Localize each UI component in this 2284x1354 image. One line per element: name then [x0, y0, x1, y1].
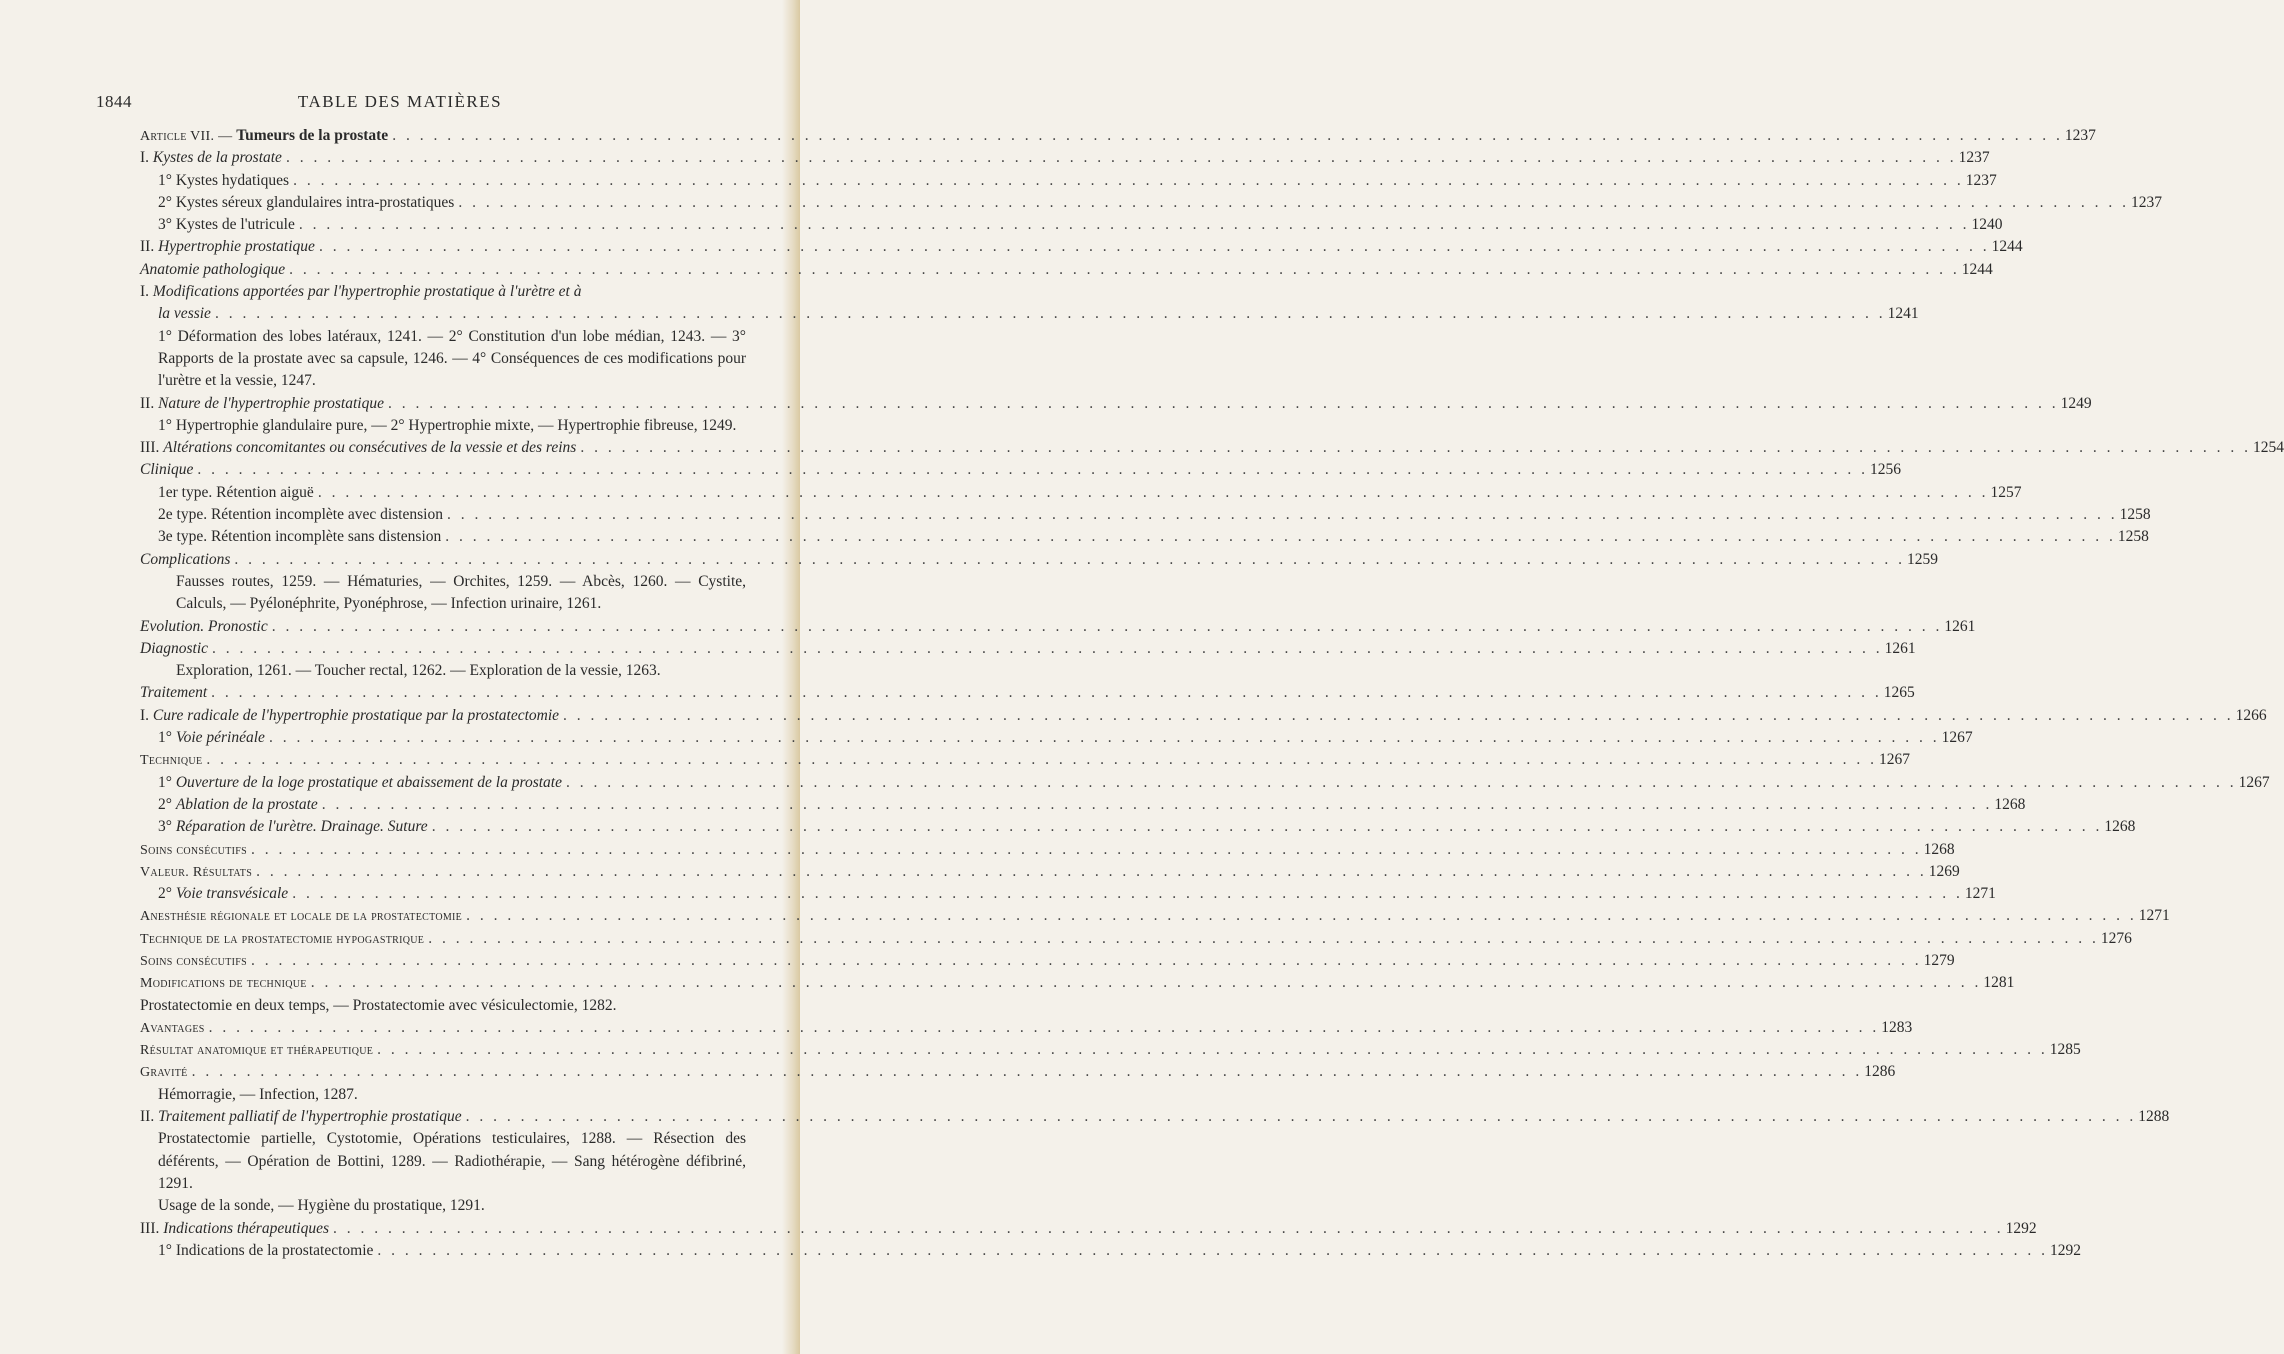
toc-note: 1° Hypertrophie glandulaire pure, — 2° Hypertrophie mixte, — Hypertrophie fibreuse, 1249. — [158, 416, 737, 434]
toc-lead — [140, 1218, 329, 1240]
toc-label: Gravité — [140, 1065, 188, 1081]
toc-row — [140, 259, 1993, 281]
toc-lead — [140, 749, 202, 772]
toc-label: Avantages — [140, 1020, 205, 1036]
toc-prefix: III. — [140, 439, 164, 457]
toc-row — [140, 281, 750, 303]
toc-row — [140, 861, 1960, 883]
toc-page-number: 1244 — [1961, 260, 1993, 278]
toc-lead — [140, 147, 282, 169]
toc-row — [158, 883, 1996, 905]
toc-lead — [158, 816, 428, 838]
toc-row — [140, 705, 2267, 727]
toc-page-number: 1268 — [1994, 795, 2026, 813]
toc-note: 1° Déformation des lobes latéraux, 1241. — 2° Constitution d'un lobe médian, 1243. — 3° Rapports de la prostate avec sa capsule, 1246. — 4° Conséquences de ces modifications pour l'urètre et la vessie, 1247. — [158, 327, 746, 390]
toc-page-number: 1240 — [1971, 216, 2003, 234]
toc-note: Exploration, 1261. — Toucher rectal, 1262. — Exploration de la vessie, 1263. — [176, 662, 661, 680]
toc-row — [158, 772, 2270, 794]
toc-prefix: 2° — [158, 795, 176, 813]
toc-label: Soins consécutifs — [140, 842, 247, 858]
toc-entry — [140, 727, 1973, 749]
toc-lead — [140, 950, 247, 973]
toc-label: Kystes hydatiques — [175, 171, 290, 189]
toc-prefix: 3° — [158, 216, 176, 234]
toc-label: Evolution. Pronostic — [140, 617, 268, 635]
toc-label: Nature de l'hypertrophie prostatique — [158, 394, 384, 412]
toc-lead — [140, 1061, 188, 1084]
toc-label: Anesthésie régionale et locale de la prostatectomie — [140, 909, 463, 925]
toc-label: type. Rétention incomplète sans distension — [176, 528, 442, 546]
toc-row — [140, 1017, 1913, 1039]
toc-label: Kystes séreux glandulaires intra-prostatiques — [175, 193, 455, 211]
toc-prefix: III. — [140, 1219, 164, 1237]
toc-page-number: 1292 — [2050, 1241, 2082, 1259]
toc-lead — [140, 459, 193, 481]
toc-prefix: 1° — [158, 773, 176, 791]
toc-entry — [140, 571, 750, 616]
toc-row — [140, 459, 1902, 481]
toc-row — [158, 1240, 2082, 1262]
toc-leader-dots — [311, 972, 1982, 994]
toc-leader-dots — [428, 928, 2099, 950]
toc-page-number: 1268 — [1923, 840, 1955, 858]
toc-entry — [140, 236, 2023, 258]
toc-entry — [140, 459, 1902, 481]
toc-page-number: 1259 — [1907, 550, 1939, 568]
toc-lead — [158, 526, 441, 548]
toc-note: Usage de la sonde, — Hygiène du prostatique, 1291. — [158, 1197, 485, 1215]
toc-prefix: 3° — [158, 818, 176, 836]
toc-label: Voie périnéale — [175, 729, 265, 747]
toc-entry — [140, 638, 1916, 660]
toc-leader-dots — [211, 682, 1882, 704]
toc-prefix: 1° — [158, 171, 176, 189]
toc-entry — [140, 259, 1993, 281]
toc-page-number: 1292 — [2005, 1219, 2037, 1237]
toc-page-number: 1288 — [2138, 1108, 2170, 1126]
toc-lead — [140, 905, 462, 928]
toc-leader-dots — [192, 1061, 1863, 1083]
toc-entry — [140, 950, 1955, 972]
toc-leader-dots — [212, 638, 1883, 660]
toc-leader-dots — [286, 147, 1957, 169]
toc-lead — [158, 482, 314, 504]
toc-page-number: 1244 — [1991, 238, 2023, 256]
toc-lead — [158, 504, 443, 526]
toc-lead — [140, 839, 247, 862]
toc-row — [158, 214, 2003, 236]
toc-label: Ouverture de la loge prostatique et abaissement de la prostate — [175, 773, 562, 791]
toc-row — [140, 147, 1990, 169]
toc-prefix: 2e — [158, 506, 177, 524]
toc-page-number: 1276 — [2100, 929, 2132, 947]
toc-label: Technique de la prostatectomie hypogastrique — [140, 931, 425, 947]
toc-entry — [140, 905, 2170, 927]
toc-prefix: 2° — [158, 885, 176, 903]
toc-leader-dots — [458, 192, 2129, 214]
toc-entry — [140, 1061, 1896, 1083]
toc-leader-dots — [209, 1017, 1880, 1039]
toc-entry — [140, 772, 2270, 794]
toc-page-number: 1279 — [1923, 951, 1955, 969]
toc-leader-dots — [197, 459, 1868, 481]
toc-row — [140, 1061, 1896, 1083]
toc-row — [140, 125, 2096, 147]
toc-page-number: 1241 — [1887, 305, 1919, 323]
toc-lead — [140, 125, 388, 148]
toc-page-number: 1267 — [1941, 729, 1973, 747]
toc-entry — [140, 816, 2136, 838]
toc-entry — [140, 393, 2092, 415]
toc-label: Kystes de l'utricule — [175, 216, 295, 234]
toc-label: Valeur. Résultats — [140, 864, 253, 880]
toc-entry — [140, 125, 2096, 147]
toc-lead — [140, 705, 559, 727]
toc-page-number: 1271 — [2138, 907, 2170, 925]
page-number: 1844 — [96, 92, 132, 111]
toc-entry — [140, 928, 2132, 950]
toc-note: Fausses routes, 1259. — Hématuries, — Orchites, 1259. — Abcès, 1260. — Cystite, Calculs, — Pyélonéphrite, Pyonéphrose, — Infection urinaire, 1261. — [176, 572, 746, 613]
toc-row — [140, 236, 2023, 258]
toc-entry — [140, 972, 2015, 994]
toc-lead — [140, 1039, 373, 1062]
toc-leader-dots — [432, 816, 2103, 838]
toc-label: Hypertrophie prostatique — [158, 238, 315, 256]
toc-row — [140, 437, 2284, 459]
toc-row — [158, 794, 2026, 816]
toc-label: Technique — [140, 753, 203, 769]
toc-prefix: 1° — [158, 729, 176, 747]
toc-lead — [140, 638, 208, 660]
toc-entry — [140, 749, 1910, 771]
toc-row — [140, 928, 2132, 950]
toc-row — [140, 839, 1955, 861]
toc-leader-dots — [318, 482, 1989, 504]
toc-label: Cure radicale de l'hypertrophie prostatique par la prostatectomie — [152, 706, 560, 724]
toc-lead — [140, 393, 384, 415]
toc-label: Traitement palliatif de l'hypertrophie prostatique — [158, 1108, 462, 1126]
toc-lead — [140, 1017, 205, 1040]
toc-entry — [140, 883, 1996, 905]
toc-lead — [158, 214, 295, 236]
toc-entry — [140, 861, 1960, 883]
toc-label: Tumeurs de la prostate — [236, 127, 389, 144]
toc-page-number: 1261 — [1944, 617, 1976, 635]
toc-page-number: 1268 — [2104, 818, 2136, 836]
toc-leader-dots — [563, 705, 2234, 727]
toc-leader-dots — [251, 839, 1922, 861]
toc-prefix: II. — [140, 238, 159, 256]
toc-lead — [140, 281, 581, 303]
toc-leader-dots — [333, 1218, 2004, 1240]
toc-label: Diagnostic — [140, 639, 209, 657]
toc-prefix: I. — [140, 283, 153, 301]
toc-entry — [140, 326, 750, 393]
toc-entry — [140, 192, 2162, 214]
toc-label: type. Rétention incomplète avec distension — [176, 506, 443, 524]
toc-note: Hémorragie, — Infection, 1287. — [158, 1085, 358, 1103]
toc-row — [140, 638, 1916, 660]
toc-leader-dots — [215, 303, 1886, 325]
toc-lead — [140, 972, 307, 995]
toc-page-number: 1285 — [2049, 1041, 2081, 1059]
toc-page-number: 1256 — [1870, 461, 1902, 479]
toc-lead — [140, 236, 315, 258]
toc-leader-dots — [289, 259, 1960, 281]
toc-page-number: 1254 — [2252, 439, 2284, 457]
toc-leader-dots — [234, 549, 1905, 571]
toc-entry — [140, 526, 2149, 548]
toc-leader-dots — [377, 1039, 2048, 1061]
toc-leader-dots — [447, 504, 2118, 526]
toc-lead — [140, 259, 285, 281]
toc-prefix: 1er — [158, 483, 182, 501]
toc-page-number: 1265 — [1883, 684, 1915, 702]
toc-row — [140, 303, 1919, 325]
toc-prefix: I. — [140, 706, 153, 724]
toc-entry — [140, 170, 1997, 192]
toc-row — [158, 482, 2022, 504]
toc-entry — [140, 682, 1915, 704]
toc-row — [158, 504, 2151, 526]
toc-prefix: 3e — [158, 528, 177, 546]
toc-page-number: 1258 — [2119, 506, 2151, 524]
toc-label: Soins consécutifs — [140, 953, 247, 969]
toc-prefix: I. — [140, 149, 153, 167]
toc-lead — [140, 861, 252, 884]
toc-leader-dots — [377, 1240, 2048, 1262]
toc-leader-dots — [580, 437, 2251, 459]
toc-lead — [140, 549, 230, 571]
toc-leader-dots — [251, 950, 1922, 972]
toc-lead — [140, 1106, 462, 1128]
toc-page-number: 1269 — [1928, 862, 1960, 880]
toc-note: Prostatectomie partielle, Cystotomie, Opérations testiculaires, 1288. — Résection des déférents, — Opération de Bottini, 1289. — Radiothérapie, — Sang hétérogène défibriné, 1291. — [158, 1130, 746, 1192]
toc-row — [140, 1218, 2037, 1240]
toc-entry — [140, 1084, 750, 1106]
toc-row — [140, 1106, 2170, 1128]
toc-lead — [140, 682, 207, 704]
toc-page-number: 1257 — [1990, 483, 2022, 501]
toc-row — [140, 1039, 2081, 1061]
toc-leader-dots — [466, 1106, 2137, 1128]
toc-page-number: 1281 — [1983, 974, 2015, 992]
toc-page-number: 1237 — [2064, 127, 2096, 144]
toc-row — [140, 749, 1910, 771]
toc-label: Réparation de l'urètre. Drainage. Suture — [175, 818, 428, 836]
toc-label: Indications thérapeutiques — [163, 1219, 329, 1237]
toc-prefix: II. — [140, 394, 159, 412]
toc-lead — [158, 727, 265, 749]
toc-page-number: 1267 — [1878, 751, 1910, 769]
toc-prefix: 2° — [158, 193, 176, 211]
toc-row — [140, 950, 1955, 972]
toc-label: Clinique — [140, 461, 194, 479]
toc-leader-dots — [392, 125, 2063, 147]
toc-entry — [140, 415, 750, 437]
toc-leader-dots — [293, 170, 1964, 192]
toc-leader-dots — [292, 883, 1963, 905]
toc-label: Indications de la prostatectomie — [175, 1241, 374, 1259]
toc-entry — [140, 1218, 2037, 1240]
toc-label-continued: la vessie — [158, 305, 211, 323]
toc-entry — [140, 1039, 2081, 1061]
toc-leader-dots — [206, 749, 1877, 771]
running-title: TABLE DES MATIÈRES — [297, 92, 503, 111]
toc-leader-dots — [256, 861, 1927, 883]
toc-entry — [140, 482, 2022, 504]
toc-leader-dots — [269, 727, 1940, 749]
toc-entry — [140, 794, 2026, 816]
toc-row — [140, 905, 2170, 927]
toc-entry — [140, 995, 750, 1017]
toc-page-number: 1237 — [1958, 149, 1990, 167]
toc-page-number: 1249 — [2060, 394, 2092, 412]
toc-label: Traitement — [140, 684, 208, 702]
toc-page-number: 1258 — [2117, 528, 2149, 546]
toc-entry — [140, 616, 1976, 638]
toc-row — [140, 393, 2092, 415]
toc-entry — [140, 705, 2267, 727]
toc-entry — [140, 147, 1990, 169]
toc-row — [140, 682, 1915, 704]
toc-leader-dots — [466, 905, 2137, 927]
toc-entry — [140, 214, 2003, 236]
toc-page-number: 1266 — [2235, 706, 2267, 724]
toc-row — [140, 972, 2015, 994]
toc-entry — [140, 549, 1939, 571]
toc-label: Altérations concomitantes ou consécutives de la vessie et des reins — [163, 439, 577, 457]
toc-page-number: 1271 — [1964, 885, 1996, 903]
toc-page-number: 1237 — [1965, 171, 1997, 189]
toc-prefix: II. — [140, 1108, 159, 1126]
toc-label: Résultat anatomique et thérapeutique — [140, 1043, 374, 1059]
toc-label: Ablation de la prostate — [175, 795, 318, 813]
toc-lead — [140, 437, 576, 459]
toc-entry — [140, 504, 2151, 526]
toc-prefix: Article VII. — — [140, 129, 237, 144]
toc-entry — [140, 1195, 750, 1217]
toc-entry — [140, 1240, 2082, 1262]
toc-leader-dots — [322, 794, 1993, 816]
toc-lead — [158, 794, 318, 816]
toc-leader-dots — [299, 214, 1970, 236]
toc-leader-dots — [272, 616, 1943, 638]
toc-leader-dots — [388, 393, 2059, 415]
toc-page-number: 1286 — [1864, 1063, 1896, 1081]
toc-entry — [140, 1128, 750, 1195]
toc-entry — [140, 281, 1919, 326]
toc-entry — [140, 660, 750, 682]
toc-row — [158, 526, 2149, 548]
toc-lead — [158, 883, 288, 905]
toc-label: Modifications apportées par l'hypertrophie prostatique à l'urètre et à — [152, 283, 582, 301]
toc-page-number: 1237 — [2130, 193, 2162, 211]
toc-lead — [140, 928, 424, 951]
table-of-contents — [140, 125, 2284, 1262]
toc-entry — [140, 437, 2284, 459]
toc-note: Prostatectomie en deux temps, — Prostatectomie avec vésiculectomie, 1282. — [140, 996, 617, 1014]
toc-row — [158, 727, 1973, 749]
toc-entry — [140, 1017, 1913, 1039]
toc-page-number: 1261 — [1884, 639, 1916, 657]
toc-page-number: 1267 — [2238, 773, 2270, 791]
toc-row — [140, 549, 1939, 571]
toc-leader-dots — [566, 772, 2237, 794]
toc-lead — [158, 170, 289, 192]
toc-label: Voie transvésicale — [175, 885, 289, 903]
toc-label: Modifications de technique — [140, 976, 307, 992]
toc-row — [140, 616, 1976, 638]
toc-leader-dots — [319, 236, 1990, 258]
toc-lead — [140, 616, 268, 638]
toc-row — [158, 170, 1997, 192]
toc-entry — [140, 839, 1955, 861]
toc-lead — [158, 772, 562, 794]
toc-row — [158, 816, 2136, 838]
toc-prefix: 1° — [158, 1241, 176, 1259]
toc-lead — [158, 1240, 373, 1262]
toc-lead — [158, 192, 454, 214]
toc-label: type. Rétention aiguë — [181, 483, 314, 501]
toc-label: Complications — [140, 550, 231, 568]
toc-label: Kystes de la prostate — [152, 149, 282, 167]
page-header — [0, 92, 800, 116]
toc-leader-dots — [445, 526, 2116, 548]
toc-row — [158, 192, 2162, 214]
toc-label: Anatomie pathologique — [140, 260, 286, 278]
toc-page-number: 1283 — [1881, 1018, 1913, 1036]
toc-entry — [140, 1106, 2170, 1128]
